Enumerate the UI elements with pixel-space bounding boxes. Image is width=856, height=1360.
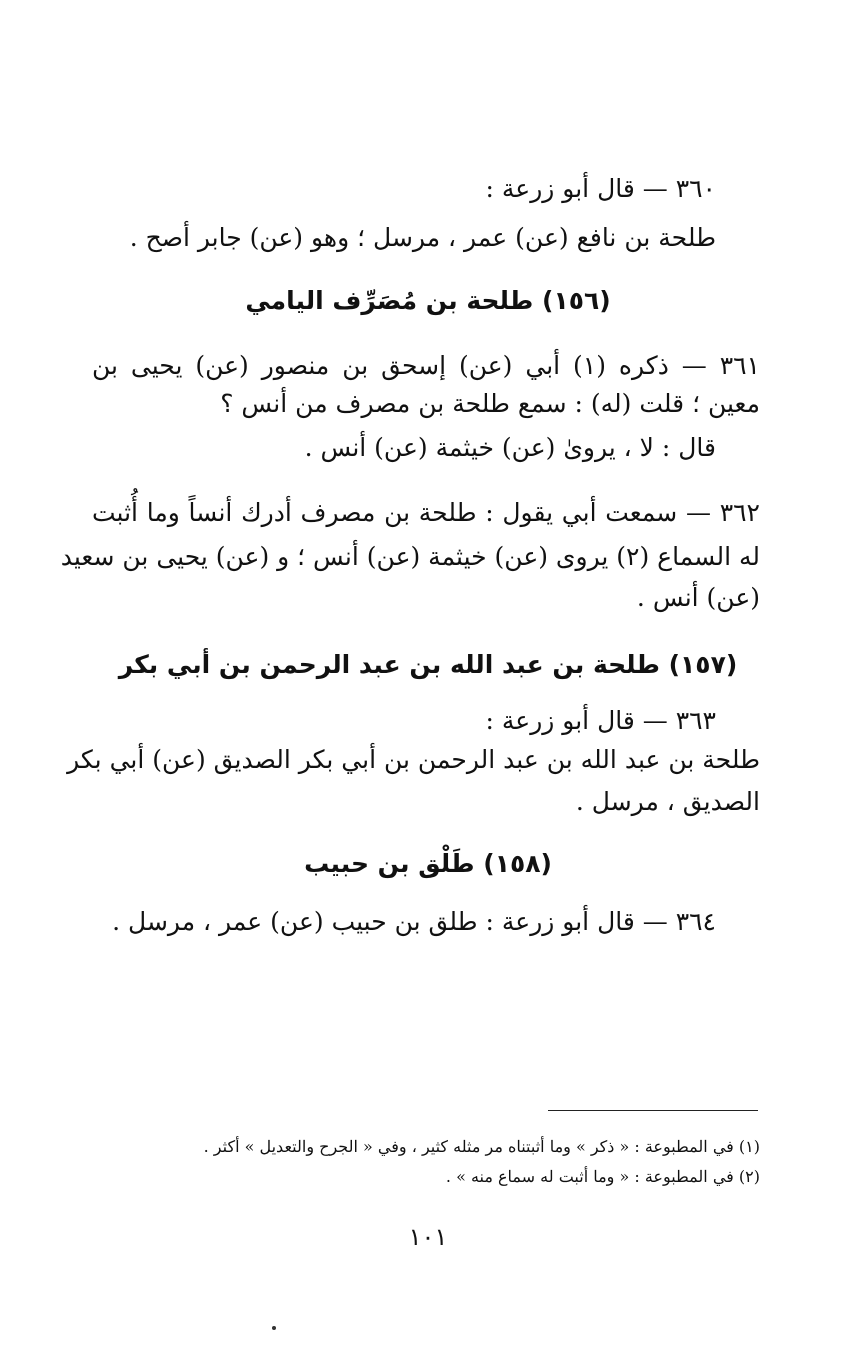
- footnote-2: (٢) في المطبوعة : « وما أثبت له سماع منه » .: [445, 1167, 760, 1186]
- entry-360-line-2: طلحة بن نافع (عن) عمر ، مرسل ؛ وهو (عن) جابر أصح .: [129, 223, 716, 252]
- entry-363-line-2: طلحة بن عبد الله بن عبد الرحمن بن أبي بكر الصديق (عن) أبي بكر: [67, 745, 760, 774]
- entry-361-line-2: معين ؛ قلت (له) : سمع طلحة بن مصرف من أنس ؟: [220, 389, 760, 418]
- entry-362-line-3: (عن) أنس .: [636, 583, 760, 612]
- entry-361-line-3: قال : لا ، يروىٰ (عن) خيثمة (عن) أنس .: [304, 433, 716, 462]
- entry-360-line-1: ٣٦٠ — قال أبو زرعة :: [485, 174, 716, 203]
- section-heading-157: (١٥٧) طلحة بن عبد الله بن عبد الرحمن بن أبي بكر: [118, 650, 738, 679]
- entry-362-line-2: له السماع (٢) يروى (عن) خيثمة (عن) أنس ؛ و (عن) يحيى بن سعيد: [60, 542, 760, 571]
- print-speck: [272, 1326, 276, 1330]
- entry-363-line-3: الصديق ، مرسل .: [575, 787, 760, 816]
- section-heading-156: (١٥٦) طلحة بن مُصَرِّف اليامي: [245, 286, 611, 315]
- footnote-separator: [548, 1110, 758, 1111]
- entry-362-line-1: ٣٦٢ — سمعت أبي يقول : طلحة بن مصرف أدرك أنساً وما أُثبت: [92, 498, 760, 527]
- entry-363-line-1: ٣٦٣ — قال أبو زرعة :: [485, 706, 716, 735]
- entry-361-line-1: ٣٦١ — ذكره (١) أبي (عن) إسحق بن منصور (عن) يحيى بن: [92, 351, 760, 380]
- section-heading-158: (١٥٨) طَلْق بن حبيب: [304, 849, 552, 878]
- entry-364-line-1: ٣٦٤ — قال أبو زرعة : طلق بن حبيب (عن) عمر ، مرسل .: [112, 907, 716, 936]
- page-number: ١٠١: [408, 1223, 448, 1251]
- footnote-1: (١) في المطبوعة : « ذكر » وما أثبتناه مر مثله كثير ، وفي « الجرح والتعديل » أكثر .: [203, 1137, 760, 1156]
